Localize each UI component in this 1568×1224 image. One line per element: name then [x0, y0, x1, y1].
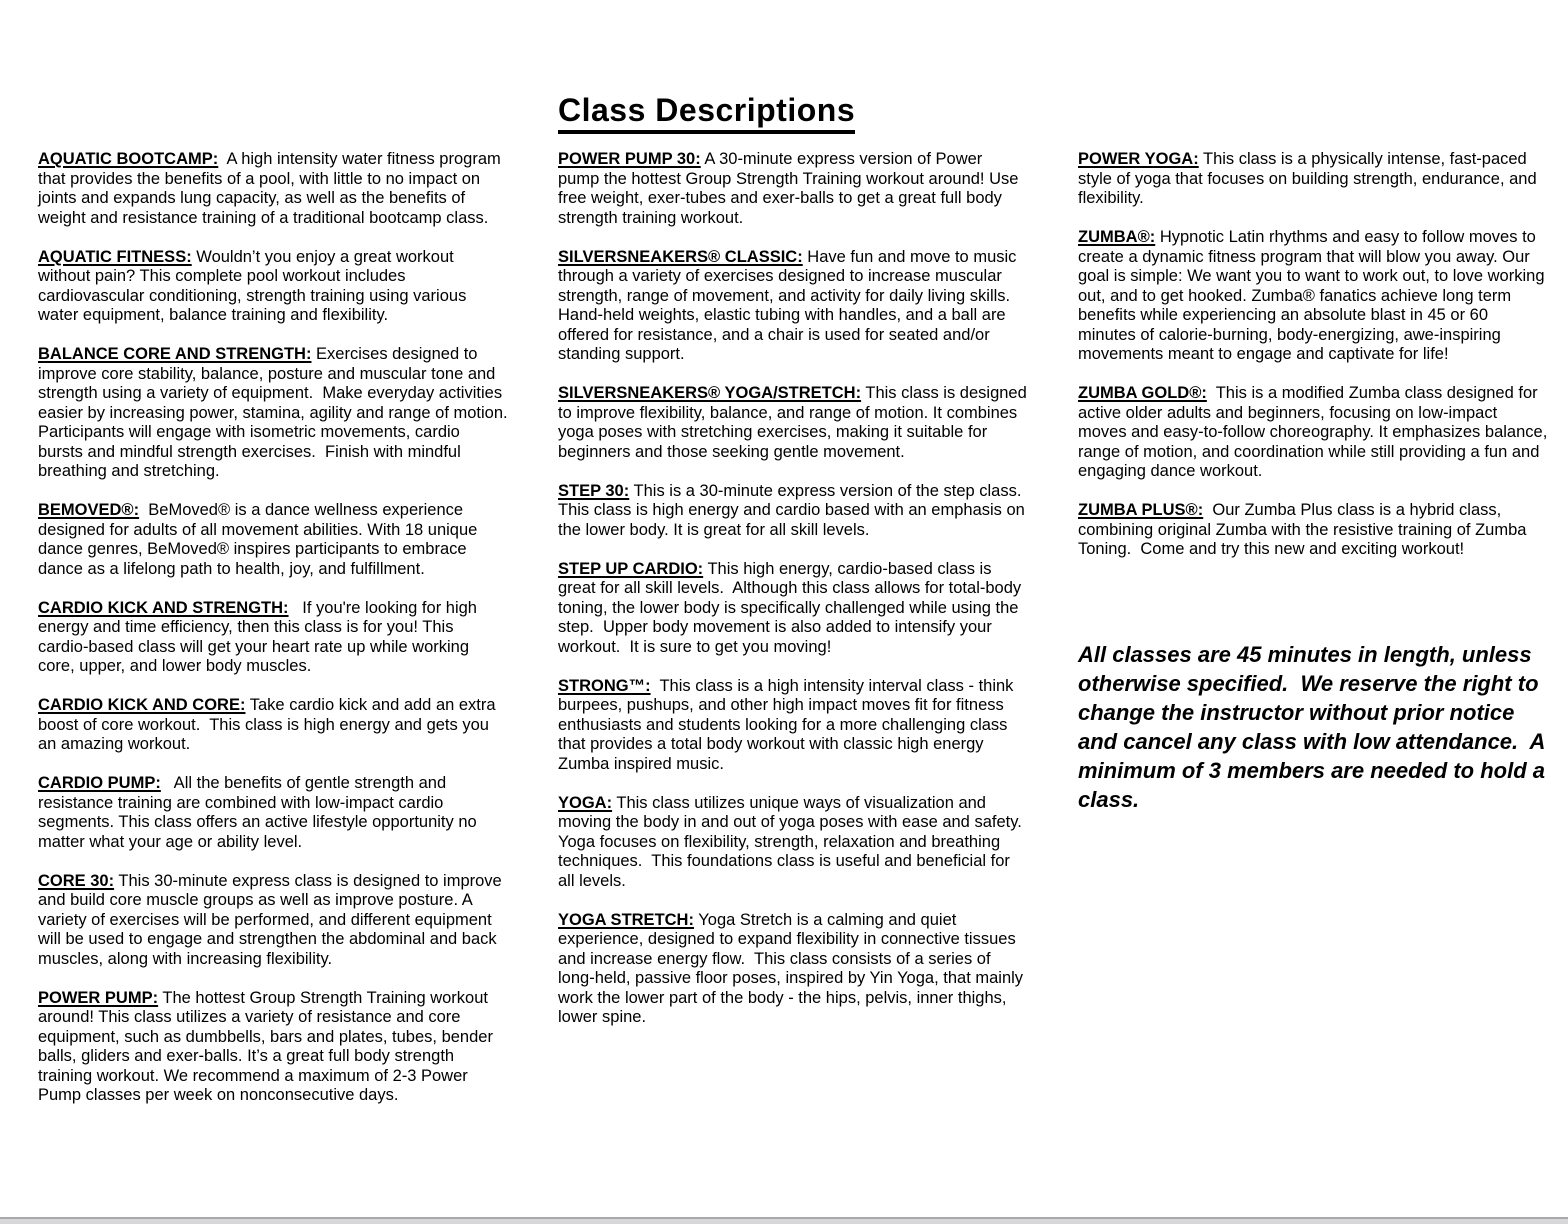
class-description-text: Exercises designed to improve core stability, balance, posture and muscular tone and strength using a variety of equipment. Make everyday activities easier by increasing power, stamina, agility and range of motion. Participants will engage with isometric movements, cardio bursts and mindful strength exercises. Finish with mindful breathing and stretching. — [38, 345, 513, 480]
class-description-text: If you're looking for high energy and time efficiency, then this class is for you! This cardio-based class will get your heart rate up while working core, upper, and lower body muscles. — [38, 598, 482, 675]
class-section — [558, 482, 1028, 541]
columns-container — [38, 150, 1552, 1125]
class-description-text: This class utilizes unique ways of visualization and moving the body in and out of yoga poses with ease and safety. Yoga focuses on flexibility, strength, relaxation and breathing techniques. This foundations class is useful and beneficial for all levels. — [558, 793, 1027, 890]
class-description-text: This high energy, cardio-based class is great for all skill levels. Although this class allows for total-body toning, the lower body is specifically challenged while using the step. Upper body movement is also added to intensify your workout. It is sure to get you moving! — [558, 559, 1026, 656]
class-name-heading: CARDIO KICK AND CORE: — [38, 696, 246, 714]
column-sections — [558, 150, 1032, 1028]
class-description-text: This 30-minute express class is designed to improve and build core muscle groups as well as improve posture. A variety of exercises will be performed, and different equipment will be used to engage and strengthen the abdominal and back muscles, along with increasing flexibility. — [38, 871, 507, 968]
class-description-text: The hottest Group Strength Training workout around! This class utilizes a variety of resistance and core equipment, such as dumbbells, bars and plates, tubes, bender balls, gliders and exer-balls. It’s a great full body strength training workout. We recommend a maximum of 2-3 Power Pump classes per week on nonconsecutive days. — [38, 988, 498, 1104]
text-column-left — [38, 150, 513, 1125]
class-section — [38, 599, 508, 677]
text-column-right — [1078, 150, 1552, 1125]
text-column-center — [558, 150, 1032, 1125]
class-name-heading: ZUMBA®: — [1078, 228, 1156, 246]
class-name-heading: BALANCE CORE AND STRENGTH: — [38, 345, 312, 363]
policy-note: All classes are 45 minutes in length, unless otherwise specified. We reserve the right to change the instructor without prior notice and cancel any class with low attendance. A minimum of 3 members are needed to hold a class. — [1078, 641, 1552, 812]
class-name-heading: POWER PUMP: — [38, 988, 159, 1007]
class-name-heading: AQUATIC BOOTCAMP: — [38, 150, 219, 168]
class-section — [38, 501, 508, 579]
class-description-text: A high intensity water fitness program that provides the benefits of a pool, with little to no impact on joints and expands lung capacity, as well as the benefits of weight and resistance training of a traditional bootcamp class. — [38, 150, 506, 227]
class-description-text: This is a 30-minute express version of the step class. This class is high energy and cardio based with an emphasis on the lower body. It is great for all skill levels. — [558, 481, 1030, 539]
class-name-heading: ZUMBA PLUS®: — [1078, 501, 1204, 519]
class-description-text: All the benefits of gentle strength and resistance training are combined with low-impact cardio segments. This class offers an active lifestyle opportunity no matter what your age or ability level. — [38, 774, 482, 851]
horizontal-scrollbar[interactable] — [0, 1217, 1568, 1224]
class-name-heading: STEP UP CARDIO: — [558, 559, 704, 578]
class-name-heading: POWER PUMP 30: — [558, 150, 701, 168]
class-name-heading: YOGA: — [558, 793, 613, 812]
class-name-heading: SILVERSNEAKERS® CLASSIC: — [558, 247, 803, 266]
class-description-text: Yoga Stretch is a calming and quiet experience, designed to expand flexibility in connective tissues and increase energy flow. This class consists of a series of long-held, passive floor poses, inspired by Yin Yoga, that mainly work the lower part of the body - the hips, pelvis, inner thighs, lower spine. — [558, 910, 1028, 1026]
class-name-heading: SILVERSNEAKERS® YOGA/STRETCH: — [558, 384, 862, 402]
class-name-heading: CORE 30: — [38, 871, 115, 890]
class-description-text: This is a modified Zumba class designed for active older adults and beginners, focusing on low-impact moves and easy-to-follow choreography. It emphasizes balance, range of motion, and coordination while still providing a fun and engaging dance workout. — [1078, 384, 1552, 480]
class-description-text: This class is a physically intense, fast-paced style of yoga that focuses on building strength, endurance, and flexibility. — [1078, 150, 1542, 207]
class-section — [558, 794, 1028, 892]
class-section — [1078, 501, 1548, 560]
class-section — [38, 345, 513, 482]
class-section — [38, 774, 508, 852]
class-section — [558, 150, 1028, 228]
class-section — [1078, 384, 1552, 482]
class-name-heading: STEP 30: — [558, 481, 630, 500]
class-description-text: Have fun and move to music through a variety of exercises designed to increase muscular strength, range of movement, and activity for daily living skills. Hand-held weights, elastic tubing with handles, and a ball are offered for resistance, and a chair is used for seated and/or standing support. — [558, 247, 1021, 363]
class-description-text: A 30-minute express version of Power pump the hottest Group Strength Training workout around! Use free weight, exer-tubes and exer-balls to get a great full body strength training workout. — [558, 150, 1024, 227]
class-section — [38, 872, 508, 970]
class-name-heading: BEMOVED®: — [38, 501, 140, 519]
class-name-heading: YOGA STRETCH: — [558, 910, 694, 929]
class-section — [558, 248, 1028, 365]
class-section — [558, 677, 1028, 775]
class-description-text: Take cardio kick and add an extra boost of core workout. This class is high energy and gets you an amazing workout. — [38, 696, 501, 753]
class-description-text: Hypnotic Latin rhythms and easy to follow moves to create a dynamic fitness program that will blow you away. Our goal is simple: We want you to want to work out, to love working out, and to get hooked. Zumba® fanatics achieve long term benefits while experiencing an absolute blast in 45 or 60 minutes of calorie-burning, body-energizing, awe-inspiring movements meant to engage and captivate for life! — [1078, 228, 1550, 363]
class-section — [558, 911, 1028, 1028]
class-section — [558, 384, 1032, 462]
class-name-heading: CARDIO PUMP: — [38, 774, 161, 792]
class-section — [1078, 150, 1548, 209]
class-name-heading: STRONG™: — [558, 676, 651, 695]
column-sections — [38, 150, 513, 1106]
class-description-text: This class is designed to improve flexibility, balance, and range of motion. It combines yoga poses with stretching exercises, making it suitable for beginners and those seeking gentle movement. — [558, 384, 1032, 461]
class-description-text: Wouldn’t you enjoy a great workout without pain? This complete pool workout includes cardiovascular conditioning, strength training using various water equipment, balance training and flexibility. — [38, 247, 471, 324]
class-section — [1078, 228, 1548, 365]
class-description-text: This class is a high intensity interval class - think burpees, pushups, and other high impact moves fit for fitness enthusiasts and students looking for a more challenging class that provides a total body workout with classic high energy Zumba inspired music. — [558, 676, 1019, 773]
class-name-heading: POWER YOGA: — [1078, 150, 1199, 168]
class-section — [38, 248, 508, 326]
class-section — [38, 696, 508, 755]
class-section — [558, 560, 1028, 658]
class-name-heading: CARDIO KICK AND STRENGTH: — [38, 598, 289, 617]
class-description-text: BeMoved® is a dance wellness experience designed for adults of all movement abilities. With 18 unique dance genres, BeMoved® inspires participants to embrace dance as a lifelong path to health, joy, and fulfillment. — [38, 501, 482, 578]
class-section — [38, 150, 508, 228]
class-name-heading: AQUATIC FITNESS: — [38, 247, 192, 266]
class-name-heading: ZUMBA GOLD®: — [1078, 384, 1207, 402]
class-description-text: Our Zumba Plus class is a hybrid class, combining original Zumba with the resistive training of Zumba Toning. Come and try this new and exciting workout! — [1078, 501, 1531, 558]
class-section — [38, 989, 508, 1106]
page-title: Class Descriptions — [558, 92, 855, 134]
column-sections — [1078, 150, 1552, 560]
